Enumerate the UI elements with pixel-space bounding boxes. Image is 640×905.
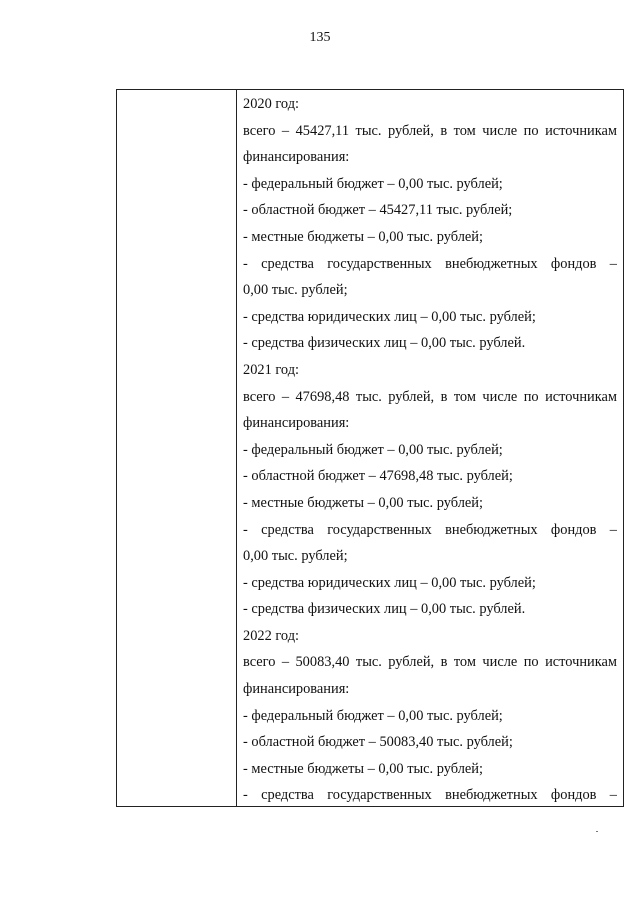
total-2021: всего – 47698,48 тыс. рублей, в том числе по источникам	[243, 388, 617, 405]
regional-budget-2021: - областной бюджет – 47698,48 тыс. рублей;	[243, 468, 513, 485]
table-right-cell	[237, 90, 623, 806]
state-funds-2020: - средства государственных внебюджетных фондов –	[243, 255, 617, 272]
federal-budget-2022: - федеральный бюджет – 0,00 тыс. рублей;	[243, 707, 503, 724]
local-budgets-2020: - местные бюджеты – 0,00 тыс. рублей;	[243, 228, 483, 245]
state-funds-value-2021: 0,00 тыс. рублей;	[243, 548, 348, 565]
total-2020: всего – 45427,11 тыс. рублей, в том числе по источникам	[243, 122, 617, 139]
table-left-cell	[117, 90, 237, 806]
state-funds-2021: - средства государственных внебюджетных фондов –	[243, 521, 617, 538]
state-funds-value-2020: 0,00 тыс. рублей;	[243, 282, 348, 299]
federal-budget-2021: - федеральный бюджет – 0,00 тыс. рублей;	[243, 441, 503, 458]
funding-table	[116, 89, 624, 807]
legal-entities-2020: - средства юридических лиц – 0,00 тыс. рублей;	[243, 308, 536, 325]
state-funds-2022: - средства государственных внебюджетных фондов –	[243, 787, 617, 804]
local-budgets-2021: - местные бюджеты – 0,00 тыс. рублей;	[243, 494, 483, 511]
federal-budget-2020: - федеральный бюджет – 0,00 тыс. рублей;	[243, 175, 503, 192]
funding-label: финансирования:	[243, 415, 350, 432]
local-budgets-2022: - местные бюджеты – 0,00 тыс. рублей;	[243, 760, 483, 777]
year-heading-2021: 2021 год:	[243, 361, 300, 378]
funding-label: финансирования:	[243, 681, 350, 698]
funding-label: финансирования:	[243, 149, 350, 166]
page-number: 135	[309, 30, 331, 45]
total-2022: всего – 50083,40 тыс. рублей, в том числе по источникам	[243, 654, 617, 671]
individuals-2020: - средства физических лиц – 0,00 тыс. рублей.	[243, 335, 526, 352]
scan-artifact	[596, 831, 598, 832]
regional-budget-2020: - областной бюджет – 45427,11 тыс. рублей;	[243, 202, 513, 219]
year-heading-2020: 2020 год:	[243, 96, 300, 112]
year-heading-2022: 2022 год:	[243, 627, 300, 644]
individuals-2021: - средства физических лиц – 0,00 тыс. рублей.	[243, 601, 526, 618]
legal-entities-2021: - средства юридических лиц – 0,00 тыс. рублей;	[243, 574, 536, 591]
regional-budget-2022: - областной бюджет – 50083,40 тыс. рублей;	[243, 734, 513, 751]
